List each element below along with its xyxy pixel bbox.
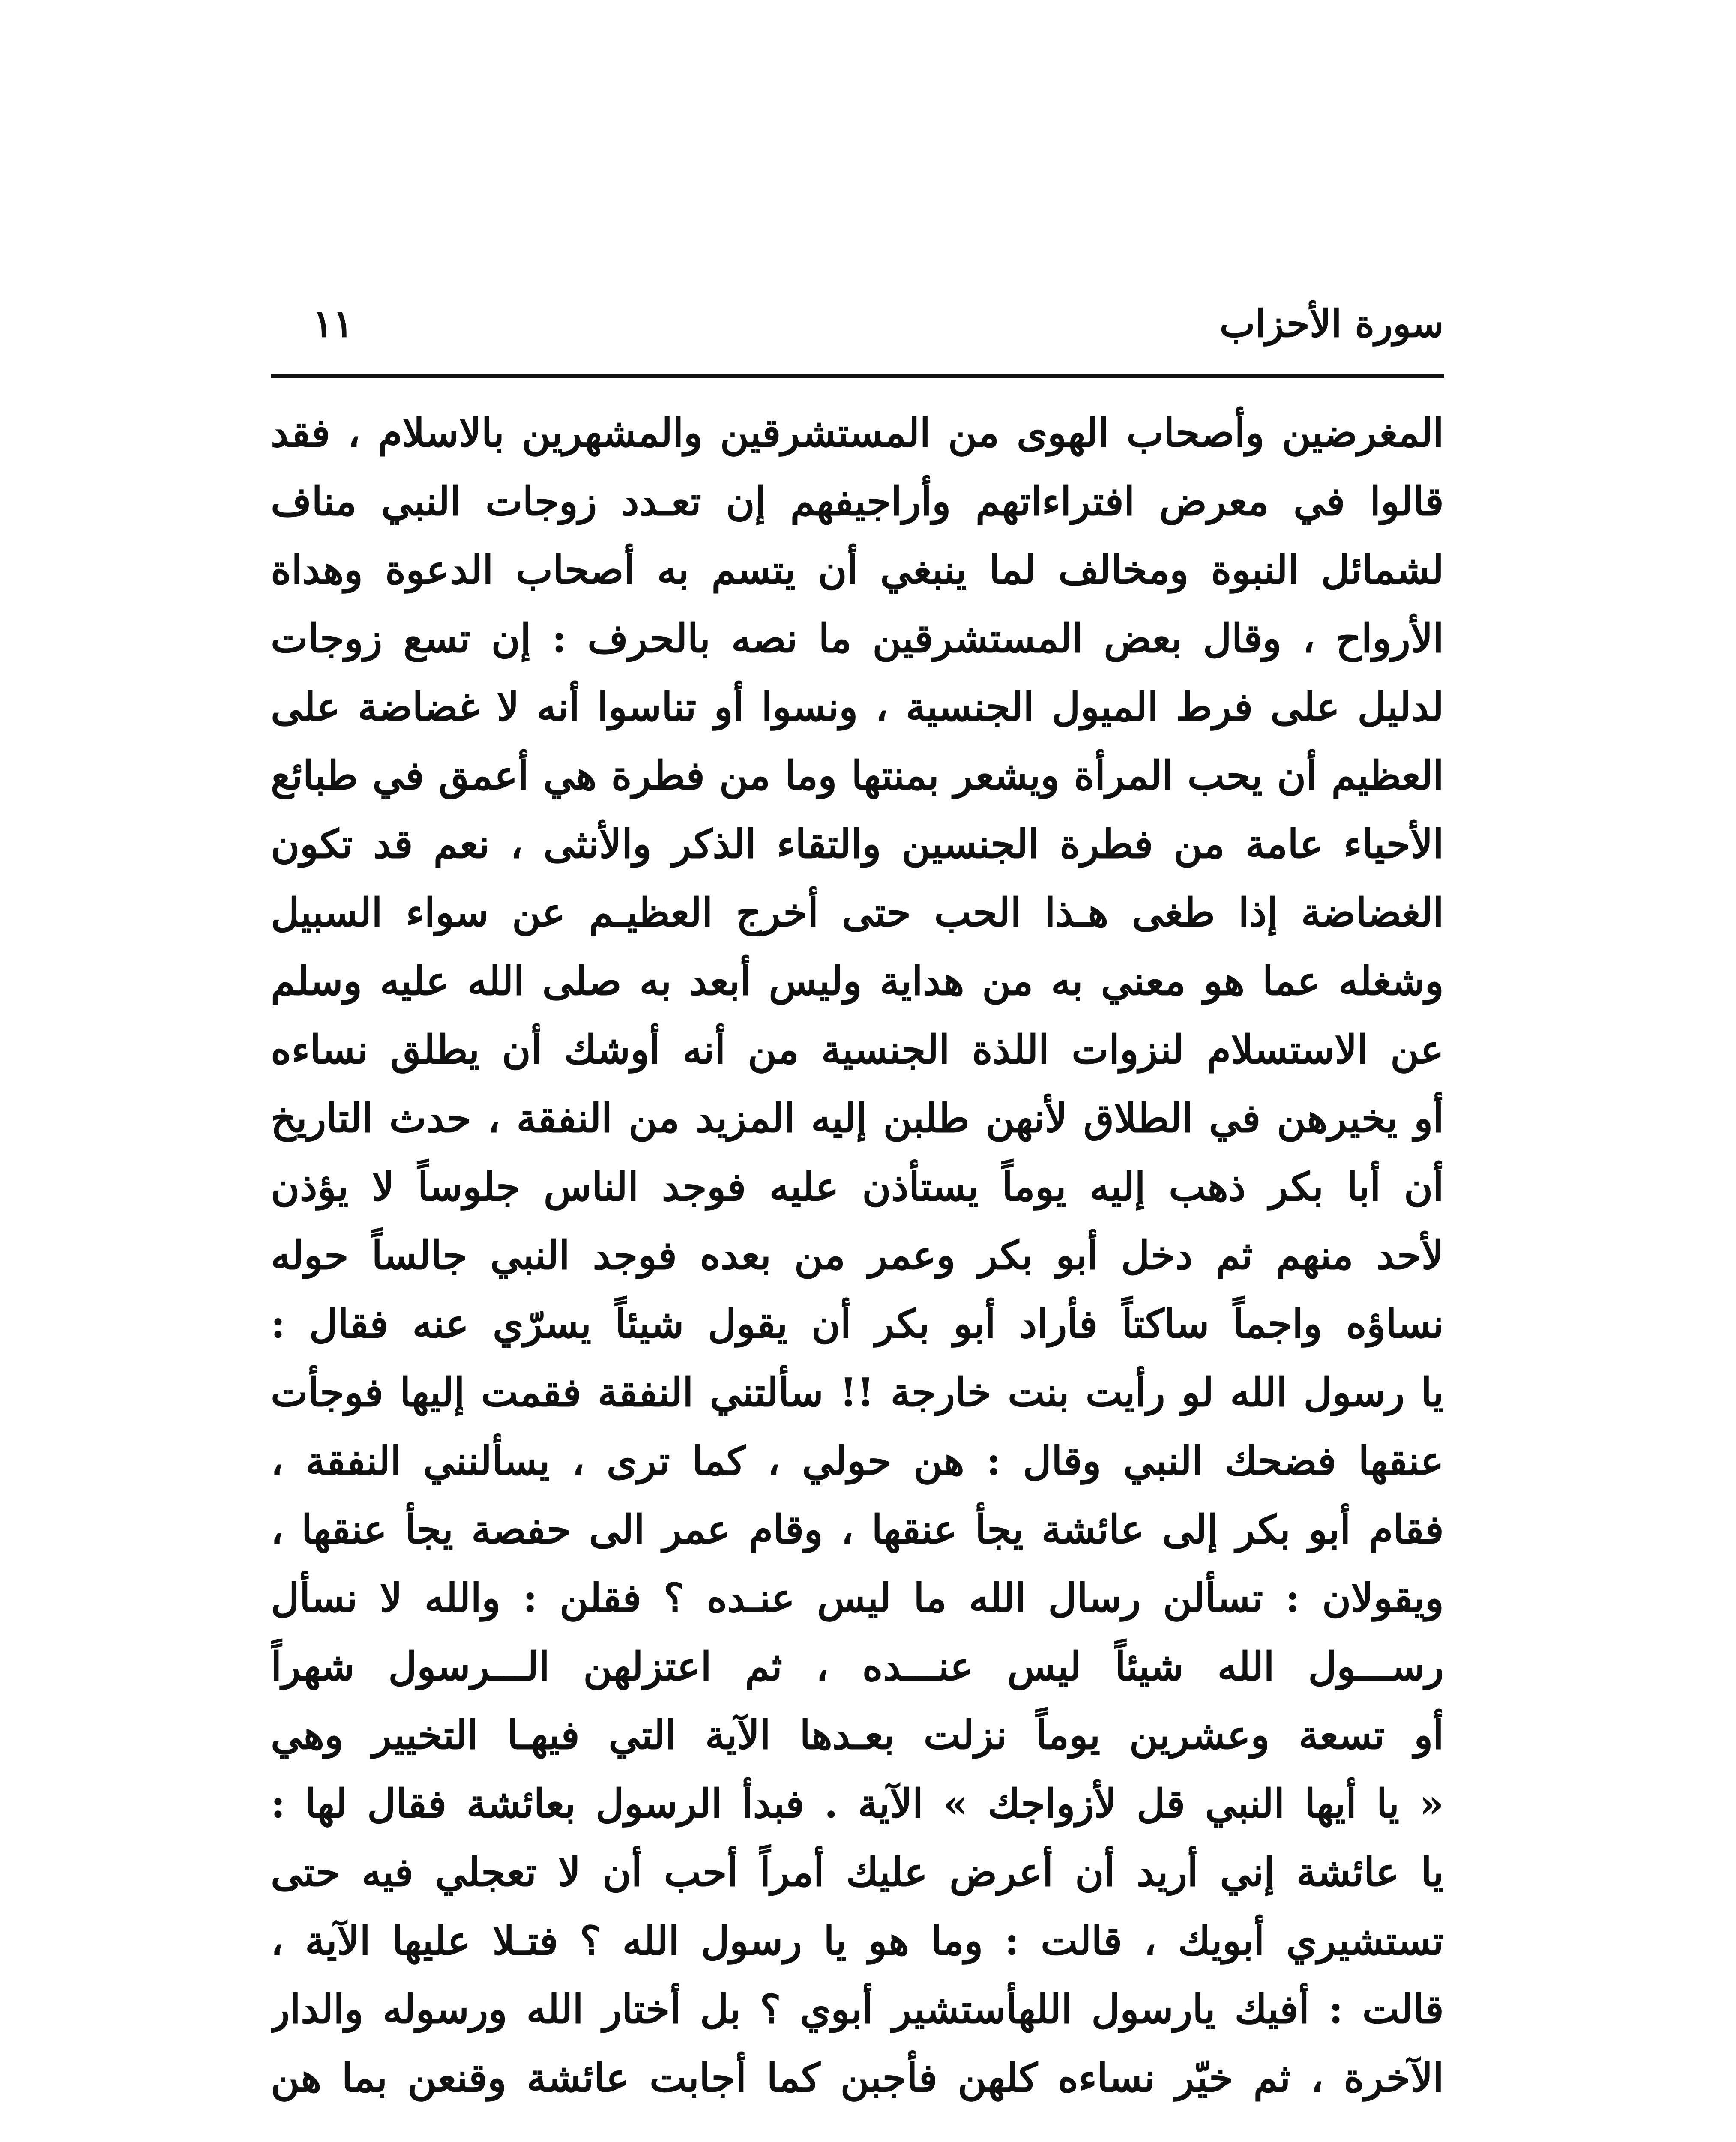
text-line: عنقها فضحك النبي وقال : هن حولي ، كما ترى ، يسألنني النفقة ، <box>271 1438 1444 1484</box>
text-line: يا عائشة إني أريد أن أعرض عليك أمراً أحب أن لا تعجلي فيه حتى <box>271 1849 1444 1895</box>
text-line: رســـول الله شيئاً ليس عنـــده ، ثم اعتزلهن الـــرسول شهراً <box>271 1643 1444 1690</box>
text-line: أن أبا بكر ذهب إليه يوماً يستأذن عليه فوجد الناس جلوساً لا يؤذن <box>271 1164 1444 1210</box>
text-line: عن الاستسلام لنزوات اللذة الجنسية من أنه أوشك أن يطلق نساءه <box>271 1026 1444 1073</box>
running-title: سورة الأحزاب <box>1219 301 1444 346</box>
body-text <box>271 398 1444 2112</box>
page-number: ١١ <box>313 301 353 346</box>
text-line: وشغله عما هو معني به من هداية وليس أبعد به صلى الله عليه وسلم <box>271 958 1444 1004</box>
text-line: الأحياء عامة من فطرة الجنسين والتقاء الذكر والأنثى ، نعم قد تكون <box>271 821 1444 867</box>
header-rule <box>271 374 1444 378</box>
text-line: نساؤه واجماً ساكتاً فأراد أبو بكر أن يقول شيئاً يسرّي عنه فقال : <box>271 1301 1444 1347</box>
text-line: تستشيري أبويك ، قالت : وما هو يا رسول الله ؟ فتـلا عليها الآية ، <box>271 1918 1444 1964</box>
text-line: قالت : أفيك يارسول اللهأستشير أبوي ؟ بل أختار الله ورسوله والدار <box>271 1986 1444 2032</box>
page-header <box>270 291 1444 356</box>
text-line: الغضاضة إذا طغى هـذا الحب حتى أخرج العظيـم عن سواء السبيل <box>271 889 1444 936</box>
text-line: « يا أيها النبي قل لأزواجك » الآية . فبدأ الرسول بعائشة فقال لها : <box>271 1780 1444 1827</box>
text-line: لدليل على فرط الميول الجنسية ، ونسوا أو تناسوا أنه لا غضاضة على <box>271 684 1444 730</box>
text-line: يا رسول الله لو رأيت بنت خارجة !! سألتني النفقة فقمت إليها فوجأت <box>271 1369 1444 1415</box>
text-line: لشمائل النبوة ومخالف لما ينبغي أن يتسم به أصحاب الدعوة وهداة <box>271 547 1444 593</box>
text-line: ويقولان : تسألن رسال الله ما ليس عنـده ؟ فقلن : والله لا نسأل <box>271 1575 1444 1621</box>
text-line: المغرضين وأصحاب الهوى من المستشرقين والمشهرين بالاسلام ، فقد <box>271 410 1444 456</box>
text-line: الأرواح ، وقال بعض المستشرقين ما نصه بالحرف : إن تسع زوجات <box>271 615 1444 661</box>
text-line: أو يخيرهن في الطلاق لأنهن طلبن إليه المزيد من النفقة ، حدث التاريخ <box>271 1095 1444 1141</box>
text-line: فقام أبو بكر إلى عائشة يجأ عنقها ، وقام عمر الى حفصة يجأ عنقها ، <box>271 1506 1444 1553</box>
text-line: أو تسعة وعشرين يوماً نزلت بعـدها الآية التي فيهـا التخيير وهي <box>271 1712 1444 1758</box>
text-line: الآخرة ، ثم خيّر نساءه كلهن فأجبن كما أجابت عائشة وقنعن بما هن <box>271 2055 1444 2101</box>
text-line: لأحد منهم ثم دخل أبو بكر وعمر من بعده فوجد النبي جالساً حوله <box>271 1232 1444 1278</box>
text-line: قالوا في معرض افتراءاتهم وأراجيفهم إن تعـدد زوجات النبي مناف <box>271 478 1444 524</box>
text-line: العظيم أن يحب المرأة ويشعر بمنتها وما من فطرة هي أعمق في طبائع <box>271 752 1444 799</box>
